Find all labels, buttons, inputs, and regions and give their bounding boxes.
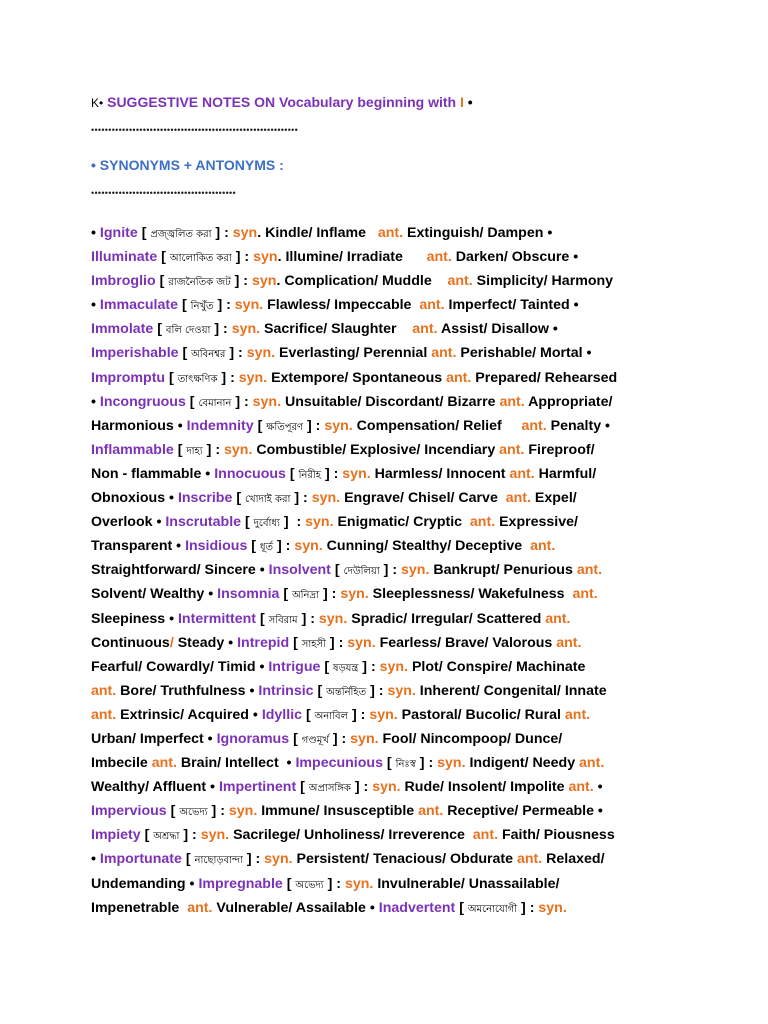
label-text: ant. — [509, 465, 535, 482]
entry-text: Appropriate/ — [524, 393, 613, 410]
vocab-word: Impecunious — [295, 755, 383, 772]
entry-text: ] : — [242, 851, 265, 868]
bengali-meaning: গণ্ডমূর্খ — [301, 734, 329, 746]
entry-text: [ — [382, 755, 396, 772]
bengali-meaning: প্রজ্জ্বলিত করা — [150, 229, 212, 240]
label-text: syn. — [294, 538, 323, 555]
entry-line — [91, 775, 681, 799]
entry-text: Harmful/ — [534, 465, 597, 482]
label-text: syn. — [350, 730, 379, 747]
entry-text: Extempore/ Spontaneous — [267, 369, 447, 386]
entry-line — [91, 510, 681, 534]
entry-text: Obnoxious • — [91, 490, 178, 507]
label-text: syn. — [437, 755, 466, 772]
entry-text: Assist/ Disallow • — [437, 321, 558, 338]
entry-text: [ — [155, 273, 169, 290]
entry-line — [91, 727, 681, 751]
entry-line — [91, 679, 681, 703]
entry-text: • — [593, 779, 603, 796]
entry-text: Expressive/ — [495, 514, 578, 531]
bengali-meaning: রাজনৈতিক জট — [168, 277, 231, 289]
vocabulary-body — [91, 221, 681, 920]
vocab-word: Importunate — [99, 851, 182, 868]
bengali-meaning: দুর্বোধ্য — [253, 518, 280, 530]
label-text: ant. — [419, 297, 445, 314]
entry-text: Fool/ Nincompoop/ Dunce/ — [378, 730, 563, 747]
label-text: syn. — [324, 417, 353, 434]
entry-text: Wealthy/ Affluent • — [91, 779, 219, 796]
entry-text: ] : — [231, 393, 253, 410]
entry-line — [91, 438, 681, 462]
entry-text: [ — [232, 490, 245, 507]
entry-text: Inherent/ Congenital/ Innate — [415, 682, 607, 699]
entry-text: ] : — [303, 417, 325, 434]
entry-text: [ — [320, 658, 333, 675]
label-text: syn. — [318, 610, 348, 627]
entry-line — [91, 221, 681, 245]
entry-text: [ — [157, 249, 170, 266]
entry-text: Faith/ Piousness — [498, 827, 615, 844]
entry-text: Vulnerable/ Assailable • — [212, 899, 379, 916]
label-text: ant. — [556, 634, 582, 651]
dot-separator: •••••••••••••••••••••••••••••••••••••••••••••••••••••••••••• — [91, 125, 299, 135]
entry-line — [91, 269, 681, 293]
entry-text: Plot/ Conspire/ Machinate — [408, 658, 586, 675]
section-heading: • SYNONYMS + ANTONYMS : — [91, 157, 284, 173]
entry-text: Fireproof/ — [524, 441, 595, 458]
bengali-meaning: ধূর্ত — [259, 542, 274, 554]
entry-text: Extinguish/ Dampen • — [403, 225, 553, 241]
entry-text: Flawless/ Impeccable — [263, 297, 420, 314]
bengali-meaning: দেউলিয়া — [343, 566, 380, 578]
entry-line — [91, 534, 681, 558]
vocab-word: Inadvertent — [378, 899, 456, 916]
entry-text: [ — [241, 514, 254, 531]
entry-text: ] : — [217, 369, 239, 386]
entry-text: Everlasting/ Perennial — [275, 345, 432, 362]
entry-line — [91, 462, 681, 486]
entry-text: Fearful/ Cowardly/ Timid • — [91, 658, 269, 675]
label-text: ant. — [517, 851, 543, 868]
label-text: syn — [253, 249, 278, 266]
label-text: ant. — [579, 755, 605, 772]
label-text: ant. — [576, 562, 603, 579]
entry-text: [ — [279, 586, 293, 603]
entry-text: Brain/ Intellect • — [176, 755, 296, 772]
bengali-meaning: দাহ্য — [186, 445, 203, 457]
entry-text: [ — [285, 465, 299, 482]
dot-separator: •••••••••••••••••••••••••••••••••••••••••• — [91, 188, 236, 198]
entry-line — [91, 655, 681, 679]
label-text: ant. — [91, 706, 117, 723]
vocab-word: Impertinent — [218, 779, 297, 796]
entry-text: Expel/ — [530, 490, 577, 507]
bengali-meaning: আলোকিত করা — [169, 253, 232, 265]
label-text: syn. — [311, 490, 341, 507]
label-text: syn. — [228, 803, 258, 820]
vocab-word: Impromptu — [91, 369, 166, 386]
bengali-meaning: অভেদ্য — [179, 807, 208, 819]
entry-text: ] : — [202, 441, 224, 458]
label-text: syn. — [252, 393, 282, 410]
label-text: ant. — [426, 249, 452, 266]
page-title — [91, 94, 473, 110]
entry-line — [91, 607, 681, 631]
label-text: syn. — [401, 562, 430, 579]
entry-text: [ — [296, 779, 309, 796]
entry-text: Invulnerable/ Unassailable/ — [373, 875, 560, 892]
entry-text: . Illumine/ Irradiate — [277, 249, 427, 266]
label-text: syn. — [347, 634, 376, 651]
entry-text: . Complication/ Muddle — [276, 273, 448, 290]
entry-text: ] : — [319, 586, 341, 603]
entry-text: [ — [289, 634, 302, 651]
entry-text: [ — [302, 706, 315, 723]
vocab-word: Intermittent — [177, 610, 257, 627]
bengali-meaning: সবিরাম — [268, 614, 298, 626]
entry-line — [91, 317, 681, 341]
entry-text: Receptive/ Permeable • — [443, 803, 603, 820]
label-text: ant. — [572, 586, 598, 603]
entry-text: ] : — [350, 779, 373, 796]
entry-text: Steady • — [173, 634, 238, 651]
entry-text: [ — [330, 562, 344, 579]
entry-text: Imbecile — [91, 755, 152, 772]
label-text: ant. — [447, 273, 473, 290]
vocab-word: Ignoramus — [216, 730, 290, 747]
entry-text: Combustible/ Explosive/ Incendiary — [252, 441, 500, 458]
label-text: syn. — [231, 321, 261, 338]
entry-text: ] : — [207, 803, 229, 820]
title-prefix: K• — [91, 96, 104, 110]
label-text: ant. — [91, 682, 117, 699]
vocab-word: Inscrutable — [165, 514, 242, 531]
entry-line — [91, 245, 681, 269]
entry-text: [ — [165, 369, 178, 386]
entry-line — [91, 582, 681, 606]
vocab-word: Inflammable — [91, 441, 174, 458]
entry-text: ] : — [230, 273, 252, 290]
entry-text: Prepared/ Rehearsed — [471, 369, 618, 386]
entry-text: [ — [178, 345, 192, 362]
entry-text: Imperfect/ Tainted • — [444, 297, 579, 314]
bengali-meaning: তাৎক্ষণিক — [177, 373, 218, 385]
entry-text: Immune/ Insusceptible — [257, 803, 419, 820]
vocab-word: Insomnia — [217, 586, 280, 603]
entry-text: ] : — [279, 514, 306, 531]
bengali-meaning: সাহসী — [301, 638, 326, 650]
label-text: ant. — [499, 441, 525, 458]
label-text: syn — [232, 225, 258, 241]
label-text: ant. — [446, 369, 472, 386]
entry-line — [91, 558, 681, 582]
bengali-meaning: অপ্রাসঙ্গিক — [308, 783, 351, 795]
entry-text: Bankrupt/ Penurious — [429, 562, 577, 579]
vocab-word: Imbroglio — [91, 273, 156, 290]
label-text: ant. — [521, 417, 547, 434]
entry-line — [91, 872, 681, 896]
vocab-word: Indemnity — [186, 417, 254, 434]
entry-text: [ — [173, 441, 187, 458]
entry-text: [ — [313, 682, 327, 699]
label-text: syn. — [264, 851, 293, 868]
entry-text: ] : — [290, 490, 312, 507]
bengali-meaning: নিরীহ — [298, 469, 322, 481]
entry-text: Compensation/ Relief — [352, 417, 522, 434]
label-text: syn. — [369, 706, 398, 723]
bengali-meaning: বলি দেওয়া — [165, 325, 211, 337]
label-text: / — [169, 634, 174, 651]
entry-text: [ — [140, 827, 154, 844]
bengali-meaning: অভেদ্য — [295, 879, 324, 891]
bengali-meaning: ক্ষতিপূরণ — [266, 421, 304, 433]
vocab-word: Imperishable — [91, 345, 179, 362]
entry-text: Engrave/ Chisel/ Carve — [340, 490, 506, 507]
bengali-meaning: নাছোড়বান্দা — [194, 855, 243, 867]
entry-line — [91, 896, 681, 920]
bengali-meaning: অনাবিল — [314, 710, 349, 722]
vocab-word: Idyllic — [261, 706, 303, 723]
bengali-meaning: অন্তর্নিহিত — [326, 686, 367, 698]
entry-text: Straightforward/ Sincere • — [91, 562, 269, 579]
label-text: ant. — [472, 827, 499, 844]
entry-text: Harmless/ Innocent — [370, 465, 510, 482]
vocab-word: Ignite — [99, 225, 138, 241]
entry-text: ] : — [211, 225, 233, 241]
label-text: syn. — [305, 514, 334, 531]
label-text: ant. — [564, 706, 591, 723]
label-text: syn. — [238, 369, 268, 386]
vocab-word: Innocuous — [214, 465, 286, 482]
entry-text: ] : — [379, 562, 401, 579]
entry-text: Overlook • — [91, 514, 166, 531]
entry-text: Indigent/ Needy — [465, 755, 580, 772]
entry-text: ] : — [225, 345, 247, 362]
title-letter: I — [460, 94, 464, 110]
label-text: syn. — [372, 779, 401, 796]
entry-line — [91, 823, 681, 847]
vocab-word: Inscribe — [177, 490, 233, 507]
entry-line — [91, 799, 681, 823]
label-text: ant. — [505, 490, 531, 507]
entry-text: [ — [185, 393, 199, 410]
entry-text: ] : — [210, 321, 232, 338]
entry-text: Sacrifice/ Slaughter — [260, 321, 413, 338]
label-text: ant. — [412, 321, 438, 338]
entry-text: Fearless/ Brave/ Valorous — [375, 634, 557, 651]
entry-text: ] : — [348, 706, 370, 723]
entry-text: ] : — [231, 249, 254, 266]
label-text: syn. — [342, 465, 371, 482]
entry-text: Transparent • — [91, 538, 186, 555]
entry-text: [ — [153, 321, 166, 338]
label-text: ant. — [187, 899, 213, 916]
label-text: syn. — [246, 345, 276, 362]
bengali-meaning: নিখুঁত — [190, 301, 214, 313]
entry-text: ] : — [358, 658, 380, 675]
entry-text: Persistent/ Tenacious/ Obdurate — [292, 851, 517, 868]
entry-text: ] : — [323, 875, 345, 892]
entry-text: Sleeplessness/ Wakefulness — [368, 586, 573, 603]
entry-text: ] : — [325, 634, 348, 651]
label-text: ant. — [418, 803, 444, 820]
label-text: syn — [251, 273, 277, 290]
bengali-meaning: ষড়যন্ত্র — [333, 662, 359, 674]
bengali-meaning: বেমানান — [198, 397, 232, 409]
label-text: syn. — [387, 682, 416, 699]
label-text: ant. — [469, 514, 496, 531]
vocab-word: Insolvent — [268, 562, 331, 579]
entry-text: • — [91, 851, 100, 868]
vocab-word: Intrepid — [237, 634, 290, 651]
title-suffix: • — [467, 94, 473, 110]
label-text: syn. — [340, 586, 369, 603]
vocab-word: Intrinsic — [258, 682, 314, 699]
entry-text: ] : — [213, 297, 235, 314]
entry-text: • — [91, 393, 100, 410]
label-text: syn. — [538, 899, 567, 916]
vocab-word: Impervious — [91, 803, 167, 820]
label-text: syn. — [344, 875, 374, 892]
entry-text: Non - flammable • — [91, 465, 215, 482]
entry-line — [91, 414, 681, 438]
vocab-word: Intrigue — [268, 658, 321, 675]
entry-text: Harmonious • — [91, 417, 187, 434]
entry-line — [91, 390, 681, 414]
entry-text: [ — [178, 297, 191, 314]
entry-text: [ — [256, 610, 269, 627]
entry-text: [ — [455, 899, 468, 916]
entry-text: ] : — [328, 730, 351, 747]
entry-line — [91, 847, 681, 871]
label-text: ant. — [431, 345, 457, 362]
vocab-word: Immaculate — [99, 297, 178, 314]
entry-text: Penalty • — [546, 417, 610, 434]
label-text: syn. — [200, 827, 230, 844]
entry-text: Pastoral/ Bucolic/ Rural — [397, 706, 565, 723]
vocab-word: Impregnable — [198, 875, 283, 892]
entry-text: ] : — [366, 682, 388, 699]
entry-text: . Kindle/ Inflame — [257, 225, 378, 241]
entry-text: [ — [289, 730, 302, 747]
vocab-word: Immolate — [91, 321, 154, 338]
entry-text: Sleepiness • — [91, 610, 178, 627]
bengali-meaning: অশ্রদ্ধা — [153, 831, 180, 843]
entry-text: [ — [137, 225, 151, 241]
entry-text: ] : — [273, 538, 295, 555]
entry-text: Rude/ Insolent/ Impolite — [400, 779, 569, 796]
entry-text: ] : — [321, 465, 343, 482]
entry-line — [91, 366, 681, 390]
vocab-word: Incongruous — [99, 393, 186, 410]
bengali-meaning: খোদাই করা — [244, 494, 291, 506]
entry-text: [ — [282, 875, 296, 892]
entry-text: Solvent/ Wealthy • — [91, 586, 218, 603]
entry-text: [ — [166, 803, 180, 820]
label-text: ant. — [545, 610, 571, 627]
label-text: ant. — [499, 393, 525, 410]
label-text: syn. — [379, 658, 409, 675]
entry-line — [91, 341, 681, 365]
entry-text: Perishable/ Mortal • — [456, 345, 592, 362]
bengali-meaning: অনিদ্রা — [292, 590, 320, 602]
entry-text: Relaxed/ — [542, 851, 605, 868]
label-text: syn. — [224, 441, 253, 458]
entry-text: [ — [181, 851, 195, 868]
bengali-meaning: অবিনশ্বর — [191, 349, 226, 361]
entry-text: Enigmatic/ Cryptic — [333, 514, 470, 531]
entry-text: Impenetrable — [91, 899, 188, 916]
label-text: ant. — [568, 779, 594, 796]
entry-text: [ — [253, 417, 267, 434]
entry-text: Undemanding • — [91, 875, 199, 892]
entry-text: ] : — [179, 827, 201, 844]
entry-text: ] : — [415, 755, 438, 772]
entry-text: Unsuitable/ Discordant/ Bizarre — [281, 393, 500, 410]
label-text: ant. — [151, 755, 177, 772]
vocab-word: Impiety — [91, 827, 141, 844]
entry-line — [91, 631, 681, 655]
label-text: syn. — [234, 297, 264, 314]
entry-line — [91, 703, 681, 727]
vocab-word: Illuminate — [91, 249, 158, 266]
entry-text: ] : — [517, 899, 539, 916]
entry-text: Extrinsic/ Acquired • — [116, 706, 262, 723]
bengali-meaning: অমনোযোগী — [467, 903, 518, 915]
label-text: ant. — [530, 538, 556, 555]
entry-line — [91, 486, 681, 510]
entry-text: ] : — [297, 610, 319, 627]
entry-text: Bore/ Truthfulness • — [116, 682, 259, 699]
entry-text: Spradic/ Irregular/ Scattered — [347, 610, 546, 627]
entry-text: Cunning/ Stealthy/ Deceptive — [322, 538, 531, 555]
entry-text: • — [91, 225, 100, 241]
label-text: ant. — [377, 225, 404, 241]
entry-line — [91, 293, 681, 317]
entry-text: Sacrilege/ Unholiness/ Irreverence — [229, 827, 473, 844]
vocab-word: Insidious — [185, 538, 248, 555]
title-main: SUGGESTIVE NOTES ON Vocabulary beginning with — [107, 94, 457, 110]
entry-text: Darken/ Obscure • — [451, 249, 579, 266]
entry-text: Simplicity/ Harmony — [472, 273, 614, 290]
entry-text: Urban/ Imperfect • — [91, 730, 217, 747]
entry-text: Continuous — [91, 634, 170, 651]
entry-line — [91, 751, 681, 775]
bengali-meaning: নিঃস্ব — [395, 759, 416, 771]
entry-text: [ — [247, 538, 260, 555]
entry-text: • — [91, 297, 100, 314]
